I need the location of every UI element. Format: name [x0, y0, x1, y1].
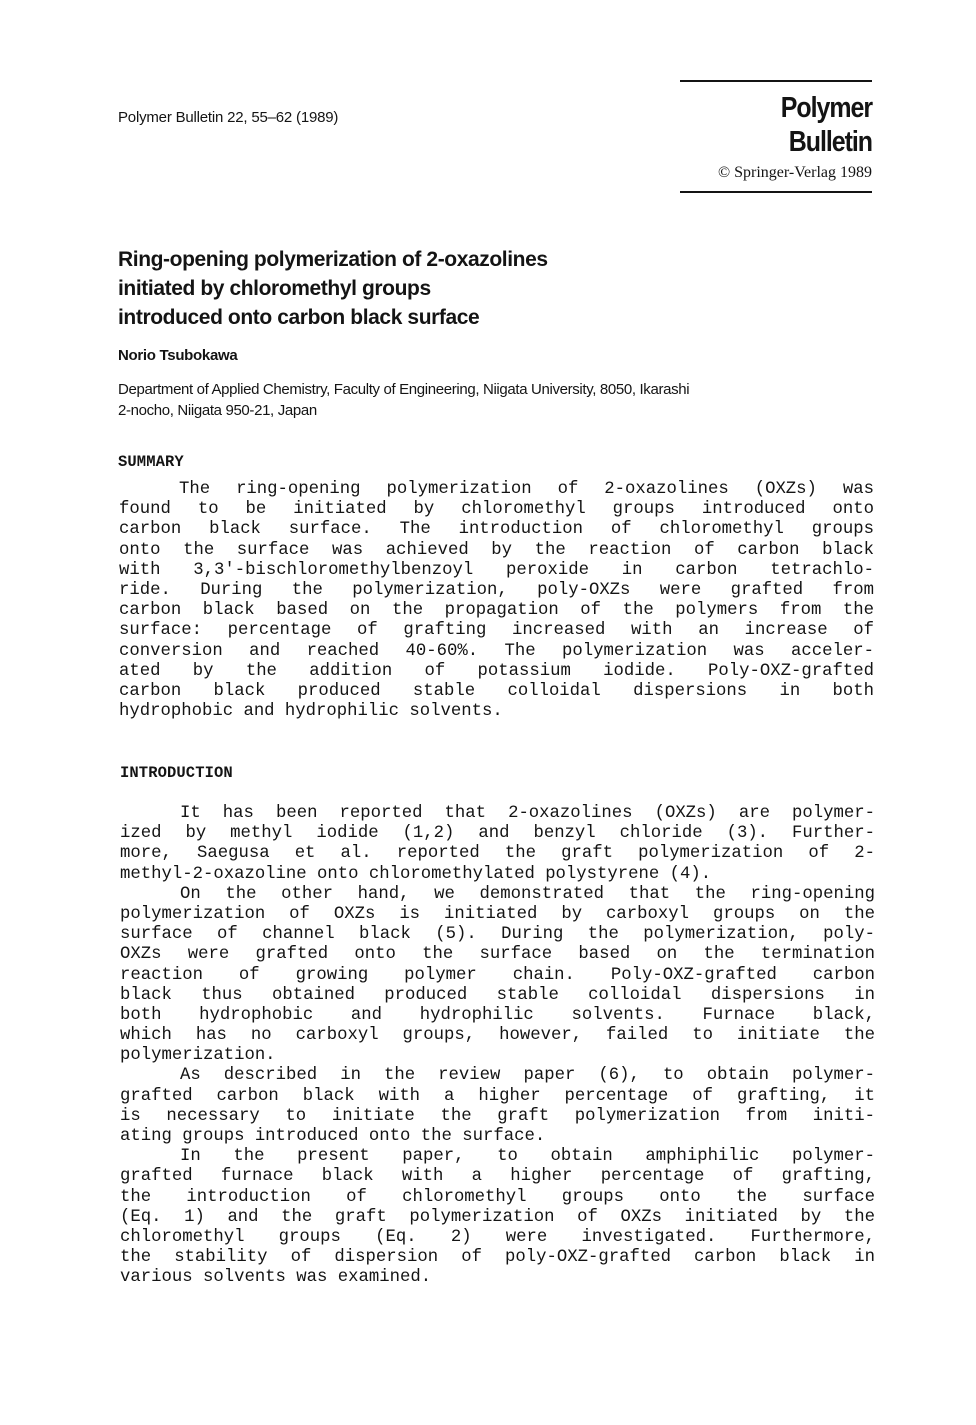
text-line: It has been reported that 2-oxazolines (OXZs) are polymer- [180, 804, 875, 823]
text-line: grafted carbon black with a higher percentage of grafting, it [120, 1086, 875, 1106]
text-line: carbon black produced stable colloidal dispersions in both [119, 681, 874, 701]
author-affiliation [118, 379, 878, 421]
article-title [118, 245, 818, 332]
text-line: black thus obtained produced stable colloidal dispersions in [120, 985, 875, 1005]
affiliation-line: 2-nocho, Niigata 950-21, Japan [118, 402, 317, 419]
citation-line: Polymer Bulletin 22, 55–62 (1989) [118, 109, 339, 126]
journal-masthead [680, 80, 872, 193]
text-line: various solvents was examined. [120, 1268, 432, 1288]
masthead-bottom-rule [680, 191, 872, 193]
text-line: grafted furnace black with a higher percentage of grafting, [120, 1167, 875, 1187]
title-line: introduced onto carbon black surface [118, 306, 480, 329]
text-line: carbon black based on the propagation of the polymers from the [119, 601, 874, 621]
text-line: ating groups introduced onto the surface. [120, 1127, 546, 1146]
introduction-heading: INTRODUCTION [120, 764, 233, 782]
text-line: reaction of growing polymer chain. Poly-OXZ-grafted carbon [120, 965, 875, 985]
text-line: chloromethyl groups (Eq. 2) were investigated. Furthermore, [120, 1227, 875, 1247]
text-line: methyl-2-oxazoline onto chloromethylated polystyrene (4). [120, 864, 712, 884]
journal-name: Polymer Bulletin [780, 92, 872, 158]
text-line: onto the surface was achieved by the reaction of carbon black [119, 540, 874, 560]
text-line: In the present paper, to obtain amphiphilic polymer- [180, 1147, 875, 1167]
text-line: hydrophobic and hydrophilic solvents. [119, 702, 503, 722]
text-line: The ring-opening polymerization of 2-oxazolines (OXZs) was [179, 480, 874, 499]
text-line: carbon black surface. The introduction of chloromethyl groups [119, 520, 874, 540]
text-line: As described in the review paper (6), to obtain polymer- [180, 1066, 875, 1086]
affiliation-line: Department of Applied Chemistry, Faculty of Engineering, Niigata University, 8050, Ikarashi [118, 381, 690, 398]
text-line: which has no carboxyl groups, however, failed to initiate the [120, 1026, 875, 1046]
text-line: found to be initiated by chloromethyl groups introduced onto [119, 500, 874, 520]
text-line: surface of channel black (5). During the polymerization, poly- [120, 925, 875, 945]
text-line: more, Saegusa et al. reported the graft polymerization of 2- [120, 844, 875, 864]
text-line: both hydrophobic and hydrophilic solvents. Furnace black, [120, 1005, 875, 1025]
masthead-top-rule [680, 80, 872, 82]
title-line: Ring-opening polymerization of 2-oxazolines [118, 248, 548, 271]
text-line: the introduction of chloromethyl groups onto the surface [120, 1187, 875, 1207]
text-line: is necessary to initiate the graft polymerization from initi- [120, 1106, 875, 1126]
copyright-notice: © Springer-Verlag 1989 [717, 164, 872, 181]
text-line: ride. During the polymerization, poly-OXZs were grafted from [119, 580, 874, 600]
text-line: ized by methyl iodide (1,2) and benzyl chloride (3). Further- [120, 824, 875, 844]
introduction-body [120, 804, 875, 1289]
text-line: On the other hand, we demonstrated that the ring-opening [180, 884, 875, 904]
summary-paragraph [119, 480, 874, 722]
summary-heading: SUMMARY [118, 453, 184, 471]
text-line: polymerization of OXZs is initiated by carboxyl groups on the [120, 904, 875, 924]
text-line: the stability of dispersion of poly-OXZ-grafted carbon black in [120, 1248, 875, 1268]
text-line: polymerization. [120, 1046, 276, 1066]
text-line: (Eq. 1) and the graft polymerization of OXZs initiated by the [120, 1207, 875, 1227]
author-name: Norio Tsubokawa [118, 347, 238, 364]
text-line: ated by the addition of potassium iodide. Poly-OXZ-grafted [119, 661, 874, 681]
title-line: initiated by chloromethyl groups [118, 277, 431, 300]
text-line: surface: percentage of grafting increased with an increase of [119, 621, 874, 641]
text-line: with 3,3'-bischloromethylbenzoyl peroxide in carbon tetrachlo- [119, 560, 874, 580]
text-line: conversion and reached 40-60%. The polymerization was acceler- [119, 641, 874, 661]
text-line: OXZs were grafted onto the surface based on the termination [120, 945, 875, 965]
